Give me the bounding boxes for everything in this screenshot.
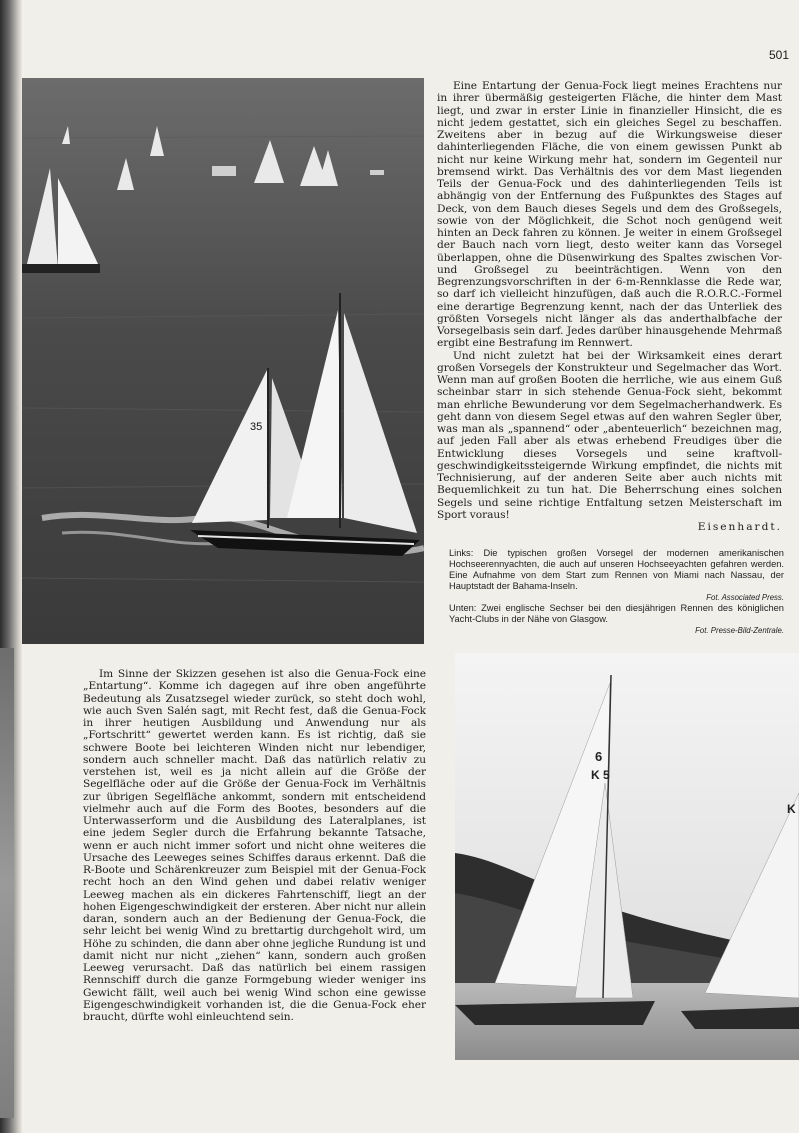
article-right-column <box>437 80 782 540</box>
caption-text-unten: Zwei englische Sechser bei den diesjährigen Rennen des königlichen Yacht-Clubs in der Nähe von Glasgow. <box>449 603 784 624</box>
photo-yacht-race-start <box>22 78 424 644</box>
photo-caption <box>449 548 784 636</box>
caption-text-links: Die typischen großen Vorsegel der modernen amerikanischen Hochseerennyachten, die auch auf unseren Hochseeyachten gefahren werden. Eine Aufnahme von dem Start zum Rennen von Miami nach Nassau, der Hauptstadt der Bahama-Inseln. <box>449 548 784 591</box>
sail-number: 35 <box>250 421 263 433</box>
photo-six-metre-yachts <box>455 653 799 1060</box>
adjacent-page-photo-edge <box>0 648 14 1118</box>
paragraph: Eine Entartung der Genua-Fock liegt meines Erachtens nur in ihrer übermäßig gesteigerten Fläche, die hinter dem Mast liegt, und zwar in erster Linie in finanzieller Hinsicht, die es nicht jedem gestattet, sich ein gleiches Segel zu beschaffen. Zweitens aber in bezug auf die Wirkungsweise dieser dahinterliegenden Fläche, die von einem gewissen Punkt ab nicht nur keine Wirkung mehr hat, sondern im Gegenteil nur bremsend wirkt. Das Verhältnis des vor dem Mast liegenden Teils der Genua-Fock und des dahinterliegenden Teils ist abhängig von der Entfernung des Fußpunktes des Stages auf Deck, von dem Bauch dieses Segels und dem des Großsegels, sowie von der Möglichkeit, die Schot noch genügend weit hinten an Deck fahren zu können. Je weiter in einem Großsegel der Bauch nach vorn liegt, desto weiter kann das Vorsegel überlappen, ohne die Düsenwirkung des Spaltes zwischen Vor- und Großsegel zu beeinträchtigen. Wenn von den Begrenzungsvorschriften in der 6-m-Rennklasse die Rede war, so darf ich vielleicht hinzufügen, daß auch die R.O.R.C.-Formel eine derartige Begrenzung kennt, nach der das Unterliek des größten Vorsegels nicht länger als das anderthalbfache der Vorsegelbasis sein darf. Jedes darüber hinausgehende Mehrmaß ergibt eine Bestrafung im Rennwert. <box>437 80 782 350</box>
page-number: 501 <box>768 48 789 62</box>
author-signature: Eisenhardt. <box>697 521 782 533</box>
sail-letter-right: K <box>787 802 796 816</box>
sail-number-left: 6 <box>595 749 603 764</box>
caption-credit-unten: Fot. Presse-Bild-Zentrale. <box>695 626 784 635</box>
caption-label-unten: Unten: <box>449 603 477 613</box>
sail-code-left: K 5 <box>591 768 610 782</box>
caption-credit-links: Fot. Associated Press. <box>706 593 784 602</box>
caption-label-links: Links: <box>449 548 474 558</box>
article-left-column <box>83 668 426 1048</box>
paragraph: Im Sinne der Skizzen gesehen ist also die Genua-Fock eine „Entartung“. Komme ich dagegen auf ihre oben angeführte Bedeutung als Zusatzsegel wieder zurück, so steht doch wohl, wie auch Sven Salén sagt, mit Recht fest, daß die Genua-Fock in ihrer heutigen Ausbildung und Anwendung nur als „Fortschritt“ gewertet werden kann. Es ist richtig, daß sie schwere Boote bei leichteren Winden nicht nur lebendiger, sondern auch schneller macht. Daß das natürlich relativ zu verstehen ist, weil es ja nicht allein auf die Größe der Segelfläche oder auf die Größe der Genua-Fock im Verhältnis zur übrigen Segelfläche ankommt, sondern mit entscheidend vielmehr auch auf die Form des Bootes, besonders auf die Unterwasserform und die Ausbildung des Lateralplanes, ist eine jedem Segler durch die Erfahrung bekannte Tatsache, wenn er auch nicht immer sofort und nicht ohne weiteres die Ursache des Leeweges seines Schiffes daraus erkennt. Daß die R-Boote und Schärenkreuzer zum Beispiel mit der Genua-Fock recht hoch an den Wind gehen und dabei relativ weniger Leeweg machen als ein dickeres Fahrtenschiff, liegt an der hohen Eigengeschwindigkeit der ersteren. Aber nicht nur allein daran, sondern auch an der Bedienung der Genua-Fock, die sehr leicht bei wenig Wind zu brettartig durchgeholt wird, um Höhe zu schinden, die dann aber ohne jegliche Rundung ist und damit nicht nur nicht „ziehen“ kann, sondern auch großen Leeweg verursacht. Daß das natürlich bei einem rassigen Rennschiff durch die ganze Formgebung wieder weniger ins Gewicht fällt, weil auch bei wenig Wind schon eine gewisse Eigengeschwindigkeit vorhanden ist, die die Genua-Fock eher braucht, dürfte wohl einleuchtend sein. <box>83 668 426 1023</box>
paragraph: Und nicht zuletzt hat bei der Wirksamkeit eines derart großen Vorsegels der Konstrukteur und Segelmacher das Wort. Wenn man auf großen Booten die herrliche, wie aus einem Guß scheinbar starr in sich stehende Genua-Fock sieht, bekommt man ehrliche Bewunderung vor dem Segelmacherhandwerk. Es geht dann von diesem Segel etwas auf den wahren Segler über, was man als „spannend“ oder „abenteuerlich“ bezeichnen mag, auf jeden Fall aber als etwas erhebend Freudiges über die Entwicklung dieses Vorsegels und seine kraftvoll-geschwindigkeitssteigernde Wirkung empfindet, die nichts mit Technisierung, auf der anderen Seite aber auch nichts mit Bequemlichkeit zu tun hat. Die Beherrschung eines solchen Segels und seine richtige Entfaltung setzen Meisterschaft im Sport voraus! <box>437 349 782 521</box>
